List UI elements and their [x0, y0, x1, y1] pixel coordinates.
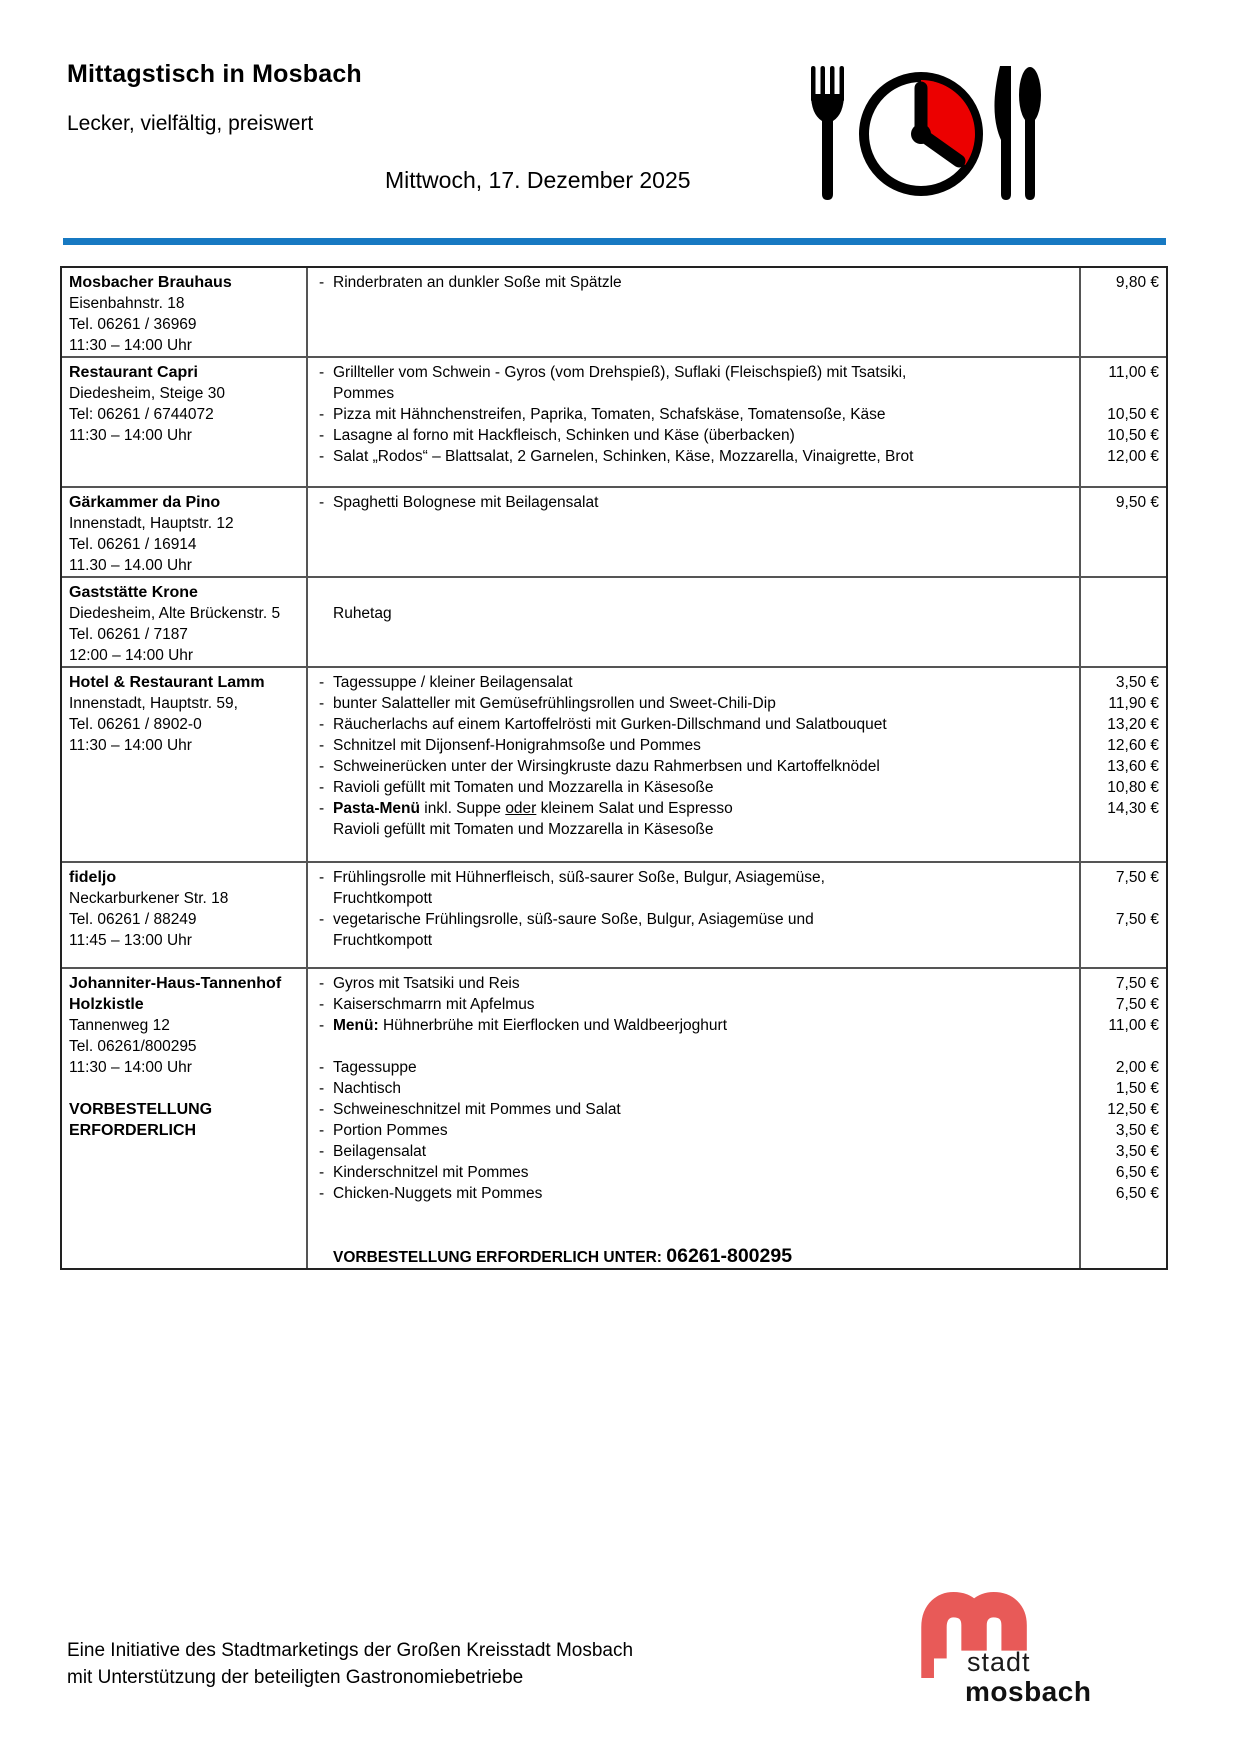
dish-text: Hühnerbrühe mit Eierflocken und Waldbeerjoghurt	[378, 1017, 728, 1034]
restaurant-name-line: VORBESTELLUNG	[69, 1101, 213, 1118]
dish-line	[319, 362, 1079, 383]
dish-text: Lasagne al forno mit Hackfleisch, Schinken und Käse (überbacken)	[333, 427, 795, 444]
dish-text: Ravioli gefüllt mit Tomaten und Mozzarella in Käsesoße	[333, 779, 714, 796]
dish-line	[319, 272, 1079, 293]
dish-text: oder	[505, 800, 537, 817]
dish-line	[319, 1057, 1079, 1078]
price-cell	[1081, 668, 1166, 861]
dish-text: Frühlingsrolle mit Hühnerfleisch, süß-saurer Soße, Bulgur, Asiagemüse,	[333, 869, 825, 886]
dish-line	[319, 1078, 1079, 1099]
mosbach-label: mosbach	[965, 1676, 1092, 1707]
dish-line	[319, 693, 1079, 714]
dish-line	[319, 756, 1079, 777]
dish-text: Salat „Rodos“ – Blattsalat, 2 Garnelen, Schinken, Käse, Mozzarella, Vinaigrette, Brot	[333, 448, 914, 465]
dishes-cell	[308, 863, 1081, 967]
restaurant-info-cell	[62, 668, 308, 861]
restaurant-info-line: 11:30 – 14:00 Uhr	[69, 737, 192, 754]
dish-text: Nachtisch	[333, 1080, 402, 1097]
dish-line	[319, 1099, 1079, 1120]
restaurant-info-cell	[62, 358, 308, 486]
restaurant-info-cell	[62, 969, 308, 1268]
dish-text: kleinem Salat und Espresso	[536, 800, 733, 817]
dish-price: 3,50 €	[1115, 674, 1159, 691]
dish-price: 13,20 €	[1107, 716, 1159, 733]
dish-text: Menü:	[333, 1017, 379, 1034]
dish-bullet: -	[319, 1017, 325, 1034]
dish-line	[319, 1162, 1079, 1183]
dish-price	[1081, 1246, 1159, 1267]
header-divider	[63, 238, 1166, 245]
dish-bullet	[319, 603, 333, 624]
dish-bullet: -	[319, 911, 325, 928]
dish-text: VORBESTELLUNG ERFORDERLICH UNTER:	[333, 1249, 667, 1266]
dish-price: 3,50 €	[1115, 1122, 1159, 1139]
dish-text: bunter Salatteller mit Gemüsefrühlingsrollen und Sweet-Chili-Dip	[333, 695, 776, 712]
restaurant-name-line: fideljo	[69, 869, 117, 886]
dish-bullet	[319, 888, 333, 909]
dish-line	[319, 798, 1079, 819]
restaurant-info-line: 11:30 – 14:00 Uhr	[69, 337, 192, 354]
restaurant-info-line: Tel. 06261 / 8902-0	[69, 716, 202, 733]
dish-bullet: -	[319, 800, 325, 817]
date-line: Mittwoch, 17. Dezember 2025	[385, 167, 691, 193]
dish-line	[319, 714, 1079, 735]
restaurant-name-line: Hotel & Restaurant Lamm	[69, 674, 265, 691]
dish-bullet: -	[319, 1185, 325, 1202]
restaurant-info-line: Tannenweg 12	[69, 1017, 170, 1034]
dish-line	[319, 777, 1079, 798]
dish-text: Portion Pommes	[333, 1122, 448, 1139]
restaurant-row	[62, 967, 1166, 1268]
menu-table	[60, 266, 1168, 1270]
restaurant-info-line: Diedesheim, Alte Brückenstr. 5	[69, 605, 281, 622]
dish-line	[319, 582, 1079, 603]
dish-price: 1,50 €	[1115, 1080, 1159, 1097]
dish-text: Rinderbraten an dunkler Soße mit Spätzle	[333, 274, 622, 291]
price-cell	[1081, 863, 1166, 967]
dish-price: 9,80 €	[1115, 274, 1159, 291]
restaurant-info-line: Tel. 06261 / 16914	[69, 536, 197, 553]
dish-price	[1081, 582, 1159, 624]
restaurant-info-cell	[62, 863, 308, 967]
dish-price: 10,80 €	[1107, 779, 1159, 796]
restaurant-row	[62, 486, 1166, 576]
dish-line	[319, 603, 1079, 624]
restaurant-info-line: Tel. 06261/800295	[69, 1038, 197, 1055]
dish-text: Pizza mit Hähnchenstreifen, Paprika, Tomaten, Schafskäse, Tomatensoße, Käse	[333, 406, 886, 423]
dish-price: 7,50 €	[1115, 911, 1159, 928]
restaurant-info-line: 12:00 – 14:00 Uhr	[69, 647, 194, 664]
dish-bullet: -	[319, 427, 325, 444]
dish-text: Kaiserschmarrn mit Apfelmus	[333, 996, 535, 1013]
price-cell	[1081, 358, 1166, 486]
dish-price: 12,60 €	[1107, 737, 1159, 754]
dish-line	[319, 446, 1079, 467]
stadt-label: stadt	[967, 1647, 1031, 1677]
dishes-cell	[308, 668, 1081, 861]
dish-bullet: -	[319, 674, 325, 691]
dish-text: Gyros mit Tsatsiki und Reis	[333, 975, 520, 992]
dish-line	[319, 909, 1079, 930]
price-cell	[1081, 268, 1166, 356]
dish-bullet: -	[319, 975, 325, 992]
dish-price: 12,00 €	[1107, 448, 1159, 465]
dish-price: 6,50 €	[1115, 1164, 1159, 1181]
dish-text: Schweineschnitzel mit Pommes und Salat	[333, 1101, 621, 1118]
dish-line	[319, 1225, 1079, 1246]
dish-bullet: -	[319, 737, 325, 754]
dish-bullet	[319, 930, 333, 951]
restaurant-name-line: Gaststätte Krone	[69, 584, 198, 601]
dish-text: Schweinerücken unter der Wirsingkruste dazu Rahmerbsen und Kartoffelknödel	[333, 758, 880, 775]
restaurant-info-line: Innenstadt, Hauptstr. 59,	[69, 695, 238, 712]
dish-text: Tagessuppe / kleiner Beilagensalat	[333, 674, 573, 691]
restaurant-row	[62, 861, 1166, 967]
dish-line	[319, 735, 1079, 756]
restaurant-name-line: Holzkistle	[69, 996, 144, 1013]
dish-price: 6,50 €	[1115, 1185, 1159, 1202]
restaurant-name-line: Gärkammer da Pino	[69, 494, 221, 511]
dish-line	[319, 1183, 1079, 1204]
dish-bullet: -	[319, 1122, 325, 1139]
dish-bullet: -	[319, 448, 325, 465]
price-cell	[1081, 969, 1166, 1268]
restaurant-info-line: Tel. 06261 / 7187	[69, 626, 188, 643]
dish-line	[319, 404, 1079, 425]
dish-bullet: -	[319, 1101, 325, 1118]
dish-price: 10,50 €	[1107, 427, 1159, 444]
restaurant-info-line: Tel: 06261 / 6744072	[69, 406, 214, 423]
dish-price	[1081, 1036, 1159, 1057]
dishes-cell	[308, 358, 1081, 486]
restaurant-info-cell	[62, 268, 308, 356]
restaurant-name-line: ERFORDERLICH	[69, 1122, 197, 1139]
dish-bullet	[319, 582, 333, 603]
restaurant-info-line: Eisenbahnstr. 18	[69, 295, 185, 312]
dish-bullet: -	[319, 758, 325, 775]
dish-price: 9,50 €	[1115, 494, 1159, 511]
dish-line	[319, 672, 1079, 693]
dish-text: Tagessuppe	[333, 1059, 417, 1076]
fork-icon	[811, 66, 844, 200]
dish-text: Spaghetti Bolognese mit Beilagensalat	[333, 494, 599, 511]
restaurant-info-line: Diedesheim, Steige 30	[69, 385, 225, 402]
dish-text: Ruhetag	[333, 605, 392, 622]
dish-text: Beilagensalat	[333, 1143, 427, 1160]
dish-price	[1081, 1204, 1159, 1246]
dish-text: 06261-800295	[666, 1245, 793, 1267]
restaurant-row	[62, 268, 1166, 356]
dish-line	[319, 819, 1079, 840]
dish-text: Kinderschnitzel mit Pommes	[333, 1164, 529, 1181]
dish-text: inkl. Suppe	[420, 800, 506, 817]
restaurant-info-cell	[62, 578, 308, 666]
dish-line	[319, 973, 1079, 994]
dish-text: Räucherlachs auf einem Kartoffelrösti mit Gurken-Dillschmand und Salatbouquet	[333, 716, 887, 733]
meal-time-logo	[803, 64, 1043, 202]
dish-text: Chicken-Nuggets mit Pommes	[333, 1185, 543, 1202]
dish-text: Schnitzel mit Dijonsenf-Honigrahmsoße und Pommes	[333, 737, 701, 754]
dishes-cell	[308, 488, 1081, 576]
restaurant-name-line: Mosbacher Brauhaus	[69, 274, 232, 291]
dish-text: Pommes	[333, 385, 395, 402]
dish-line	[319, 1141, 1079, 1162]
dishes-cell	[308, 268, 1081, 356]
dish-bullet: -	[319, 364, 325, 381]
dish-bullet: -	[319, 716, 325, 733]
dish-text: Ravioli gefüllt mit Tomaten und Mozzarella in Käsesoße	[333, 821, 714, 838]
restaurant-info-cell	[62, 488, 308, 576]
dish-bullet: -	[319, 1059, 325, 1076]
dish-line	[319, 1246, 1079, 1268]
dish-line	[319, 1036, 1079, 1057]
dish-bullet: -	[319, 1080, 325, 1097]
dish-bullet	[319, 383, 333, 404]
dish-bullet: -	[319, 779, 325, 796]
restaurant-info-line: Neckarburkener Str. 18	[69, 890, 229, 907]
restaurant-row	[62, 666, 1166, 861]
dish-price: 7,50 €	[1115, 869, 1159, 886]
dish-bullet: -	[319, 406, 325, 423]
dish-bullet: -	[319, 996, 325, 1013]
restaurant-info-line: Innenstadt, Hauptstr. 12	[69, 515, 234, 532]
restaurant-row	[62, 356, 1166, 486]
dish-bullet: -	[319, 1143, 325, 1160]
restaurant-info-line: 11:30 – 14:00 Uhr	[69, 427, 192, 444]
dish-line	[319, 888, 1079, 909]
restaurant-info-line	[69, 1078, 300, 1099]
page-subtitle: Lecker, vielfältig, preiswert	[67, 112, 314, 135]
restaurant-info-line: Tel. 06261 / 36969	[69, 316, 197, 333]
restaurant-name-line: Restaurant Capri	[69, 364, 198, 381]
dish-price: 3,50 €	[1115, 1143, 1159, 1160]
dish-bullet	[319, 1225, 333, 1246]
dish-text: vegetarische Frühlingsrolle, süß-saure Soße, Bulgur, Asiagemüse und	[333, 911, 814, 928]
dish-bullet: -	[319, 869, 325, 886]
dish-line	[319, 1015, 1079, 1036]
knife-icon	[994, 66, 1011, 200]
dish-price: 11,00 €	[1108, 364, 1159, 381]
dish-bullet: -	[319, 494, 325, 511]
dish-price: 12,50 €	[1107, 1101, 1159, 1118]
price-cell	[1081, 488, 1166, 576]
dish-bullet	[319, 1247, 333, 1268]
dish-line	[319, 994, 1079, 1015]
footer-initiative-line2: mit Unterstützung der beteiligten Gastronomiebetriebe	[67, 1667, 524, 1688]
dish-bullet	[319, 819, 333, 840]
restaurant-info-line: 11.30 – 14.00 Uhr	[69, 557, 192, 574]
dish-bullet: -	[319, 274, 325, 291]
dish-text: Grillteller vom Schwein - Gyros (vom Drehspieß), Suflaki (Fleischspieß) mit Tsatsiki,	[333, 364, 907, 381]
dish-line	[319, 930, 1079, 951]
dish-price: 2,00 €	[1115, 1059, 1159, 1076]
restaurant-info-line: Tel. 06261 / 88249	[69, 911, 197, 928]
dish-line	[319, 1204, 1079, 1225]
dish-price: 13,60 €	[1107, 758, 1159, 775]
dish-price: 11,90 €	[1108, 695, 1159, 712]
dish-line	[319, 425, 1079, 446]
dish-price: 7,50 €	[1115, 996, 1159, 1013]
dishes-cell	[308, 578, 1081, 666]
dish-bullet: -	[319, 695, 325, 712]
dish-text: Pasta-Menü	[333, 800, 420, 817]
dish-line	[319, 1120, 1079, 1141]
dish-line	[319, 383, 1079, 404]
restaurant-info-line: 11:45 – 13:00 Uhr	[69, 932, 192, 949]
dish-bullet	[319, 1204, 333, 1225]
dish-price: 11,00 €	[1108, 1017, 1159, 1034]
page-title: Mittagstisch in Mosbach	[67, 60, 362, 88]
footer-initiative-line1: Eine Initiative des Stadtmarketings der Großen Kreisstadt Mosbach	[67, 1640, 634, 1661]
dish-line	[319, 867, 1079, 888]
dish-price: 10,50 €	[1107, 406, 1159, 423]
clock-icon	[864, 77, 978, 191]
dish-price: 14,30 €	[1107, 800, 1159, 817]
dish-text: Fruchtkompott	[333, 890, 433, 907]
restaurant-info-line: 11:30 – 14:00 Uhr	[69, 1059, 192, 1076]
dish-bullet	[319, 1036, 333, 1057]
price-cell	[1081, 578, 1166, 666]
dish-bullet: -	[319, 1164, 325, 1181]
spoon-icon	[1019, 67, 1041, 200]
restaurant-row	[62, 576, 1166, 666]
dishes-cell	[308, 969, 1081, 1268]
dish-line	[319, 492, 1079, 513]
restaurant-name-line: Johanniter-Haus-Tannenhof	[69, 975, 282, 992]
dish-text: Fruchtkompott	[333, 932, 433, 949]
dish-price: 7,50 €	[1115, 975, 1159, 992]
